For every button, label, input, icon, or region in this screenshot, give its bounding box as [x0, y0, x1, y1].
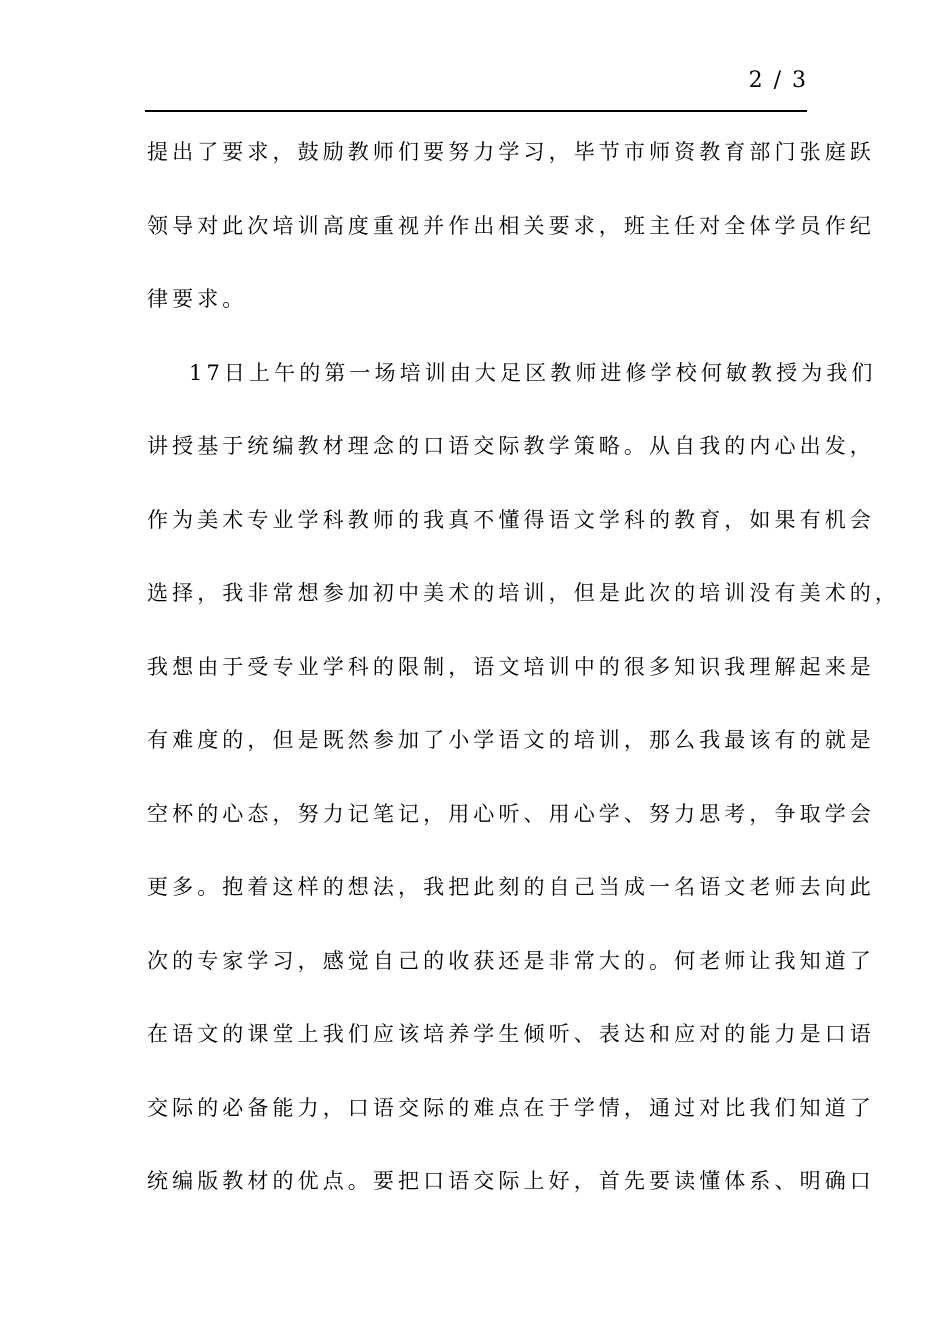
document-body — [147, 116, 900, 1219]
text-line: 我想由于受专业学科的限制，语文培训中的很多知识我理解起来是 — [147, 654, 875, 679]
text-line: 讲授基于统编教材理念的口语交际教学策略。从自我的内心出发， — [147, 434, 875, 458]
text-line: 提出了要求，鼓励教师们要努力学习，毕节市师资教育部门张庭跃 — [147, 140, 875, 164]
text-line: 更多。抱着这样的想法，我把此刻的自己当成一名语文老师去向此 — [147, 875, 875, 899]
text-line: 律要求。 — [147, 287, 248, 311]
header-divider — [145, 110, 807, 112]
text-line: 次的专家学习，感觉自己的收获还是非常大的。何老师让我知道了 — [147, 948, 875, 973]
text-line: 有难度的，但是既然参加了小学语文的培训，那么我最该有的就是 — [147, 728, 875, 752]
text-line: 选择，我非常想参加初中美术的培训，但是此次的培训没有美术的， — [147, 581, 900, 605]
text-line: 交际的必备能力，口语交际的难点在于学情，通过对比我们知道了 — [147, 1095, 875, 1120]
text-line: 在语文的课堂上我们应该培养学生倾听、表达和应对的能力是口语 — [147, 1022, 875, 1046]
text-line: 作为美术专业学科教师的我真不懂得语文学科的教育，如果有机会 — [147, 507, 875, 532]
page-number: 2 / 3 — [748, 68, 808, 93]
text-line: 领导对此次培训高度重视并作出相关要求，班主任对全体学员作纪 — [147, 213, 875, 238]
paragraph-first-line: 17日上午的第一场培训由大足区教师进修学校何敏教授为我们 — [189, 360, 877, 385]
text-line: 统编版教材的优点。要把口语交际上好，首先要读懂体系、明确口 — [147, 1169, 875, 1193]
text-line: 空杯的心态，努力记笔记，用心听、用心学、努力思考，争取学会 — [147, 801, 875, 826]
